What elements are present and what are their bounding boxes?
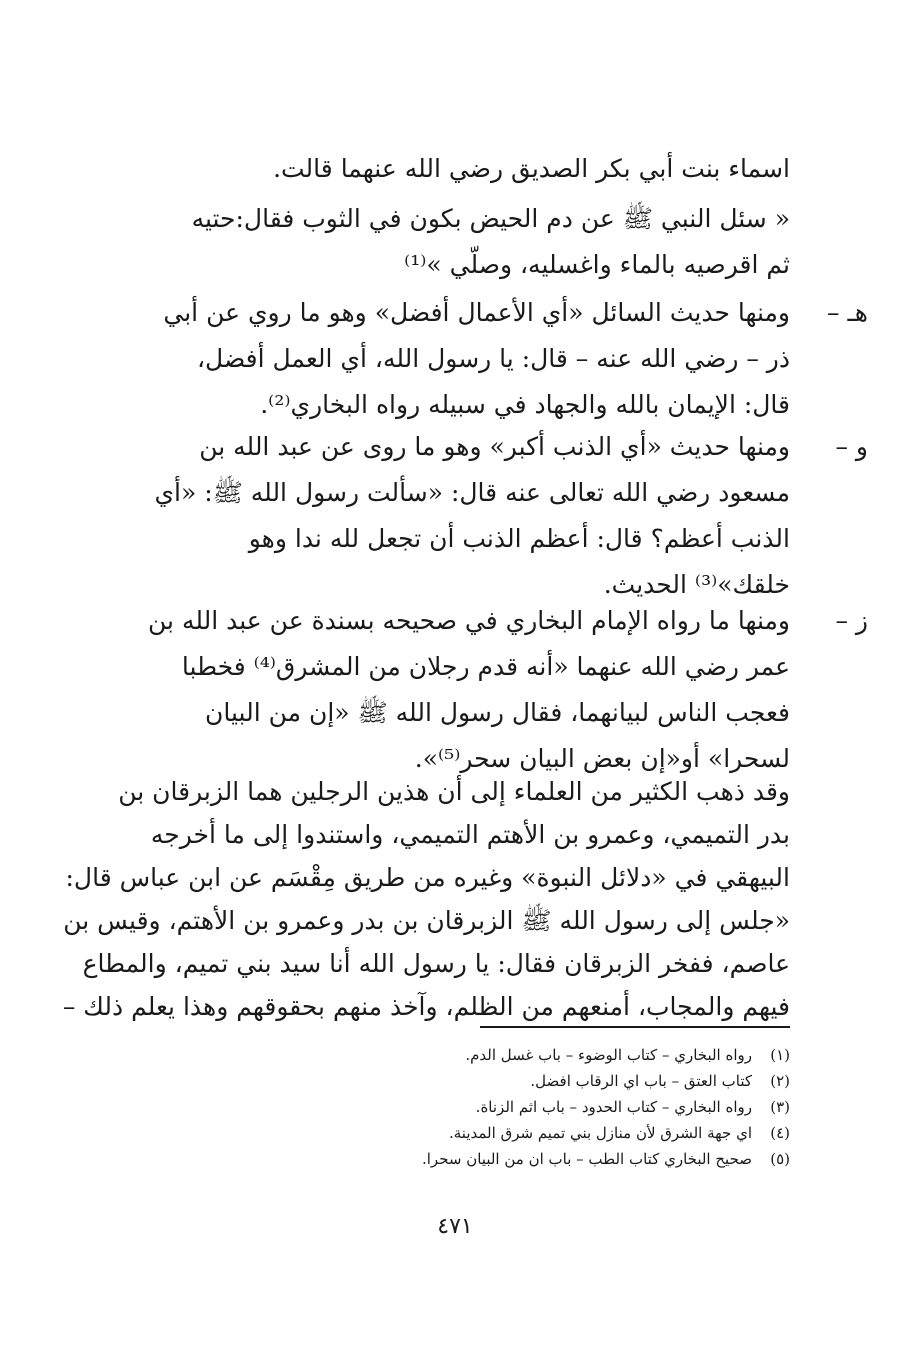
page-number: ٤٧١ [437, 1214, 473, 1239]
list-item-he [120, 290, 868, 428]
item-line: الذنب أعظم؟ قال: أعظم الذنب أن تجعل لله ندا وهو [248, 524, 790, 553]
intro-line: « سئل النبي ﷺ عن دم الحيض بكون في الثوب فقال:حتيه [191, 204, 790, 233]
footnote [120, 1094, 790, 1120]
footnote-text: رواه البخاري – كتاب الوضوء – باب غسل الدم. [465, 1046, 752, 1064]
footnote [120, 1042, 790, 1068]
closing-line: البيهقي في «دلائل النبوة» وغيره من طريق مِقْسَم عن ابن عباس قال: [65, 863, 790, 892]
footnote-number: (٢) [770, 1072, 790, 1090]
closing-line: وقد ذهب الكثير من العلماء إلى أن هذين الرجلين هما الزبرقان بن [118, 777, 790, 806]
item-marker: ز – [835, 606, 868, 635]
footnote-text: رواه البخاري – كتاب الحدود – باب اثم الزناة. [475, 1098, 752, 1116]
item-line: عمر رضي الله عنهما «أنه قدم رجلان من المشرق⁽⁴⁾ فخطبا [181, 652, 790, 681]
footnote-number: (٥) [770, 1150, 790, 1168]
footnotes [120, 1042, 790, 1172]
item-line: ذر – رضي الله عنه – قال: يا رسول الله، أي العمل أفضل، [196, 344, 790, 373]
footnote [120, 1120, 790, 1146]
footnote-text: صحيح البخاري كتاب الطب – باب ان من البيان سحرا. [421, 1150, 752, 1168]
item-line: ومنها حديث «أي الذنب أكبر» وهو ما روى عن عبد الله بن [199, 432, 790, 461]
item-line: مسعود رضي الله تعالى عنه قال: «سألت رسول الله ﷺ: «أي [154, 478, 790, 507]
item-line: ومنها ما رواه الإمام البخاري في صحيحه بسندة عن عبد الله بن [148, 606, 790, 635]
intro-line: اسماء بنت أبي بكر الصديق رضي الله عنهما قالت. [273, 154, 790, 183]
item-marker: هـ – [827, 298, 868, 327]
footnote-number: (٤) [770, 1124, 790, 1142]
footnote [120, 1068, 790, 1094]
list-item-waw [120, 424, 868, 608]
closing-paragraph [62, 770, 790, 1028]
item-line: لسحرا» أو«إن بعض البيان سحر⁽⁵⁾». [414, 744, 790, 773]
footnote-divider [480, 1026, 790, 1028]
item-line: قال: الإيمان بالله والجهاد في سبيله رواه البخاري⁽²⁾. [260, 390, 790, 419]
intro-paragraph [120, 146, 790, 288]
closing-line: بدر التميمي، وعمرو بن الأهتم التميمي، واستندوا إلى ما أخرجه [150, 820, 790, 849]
footnote [120, 1146, 790, 1172]
item-line: فعجب الناس لبيانهما، فقال رسول الله ﷺ «إن من البيان [205, 698, 790, 727]
footnote-text: كتاب العتق – باب اي الرقاب افضل. [530, 1072, 752, 1090]
list-item-zay [120, 598, 868, 782]
item-marker: و – [835, 432, 868, 461]
closing-line: فيهم والمجاب، أمنعهم من الظلم، وآخذ منهم بحقوقهم وهذا يعلم ذلك – [62, 992, 790, 1021]
item-line: ومنها حديث السائل «أي الأعمال أفضل» وهو ما روي عن أبي [163, 298, 790, 327]
footnote-text: اي جهة الشرق لأن منازل بني تميم شرق المدينة. [449, 1124, 752, 1142]
intro-line: ثم اقرصيه بالماء واغسليه، وصلّي »⁽¹⁾ [404, 250, 790, 279]
item-line: خلقك»⁽³⁾ الحديث. [603, 570, 790, 599]
footnote-number: (١) [770, 1046, 790, 1064]
closing-line: «جلس إلى رسول الله ﷺ الزبرقان بن بدر وعمرو بن الأهتم، وقيس بن [63, 906, 790, 935]
closing-line: عاصم، ففخر الزبرقان فقال: يا رسول الله أنا سيد بني تميم، والمطاع [82, 949, 790, 978]
footnote-number: (٣) [770, 1098, 790, 1116]
